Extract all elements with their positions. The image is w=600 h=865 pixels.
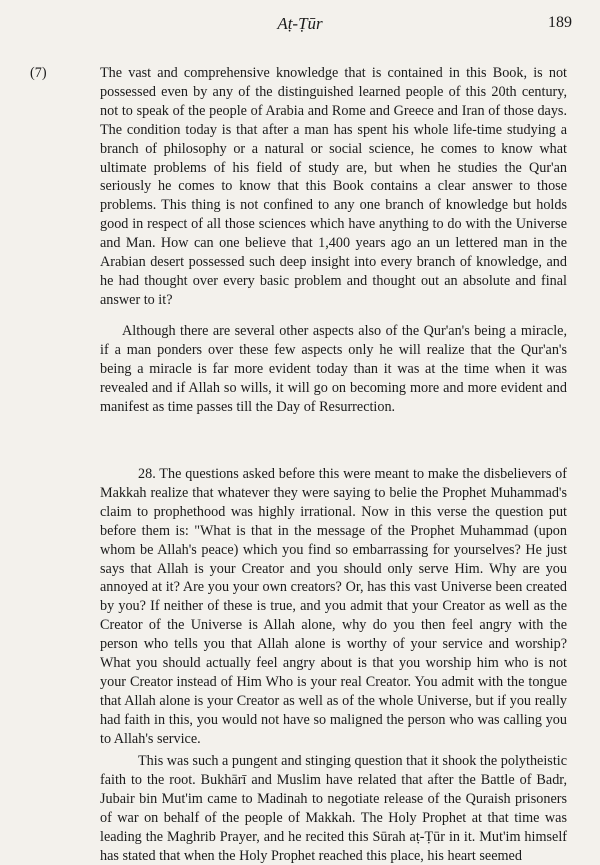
note-marker: (7) <box>30 65 47 81</box>
note-paragraph: The vast and comprehensive knowledge that is contained in this Book, is not possessed even by any of the distinguished learned people of this 20th century, not to speak of the people of Arabia and Rome and Greece and Iran of those days. The condition today is that after a man has spent his whole life-time studying a branch of philosophy or a natural or social science, he comes to know what ultimate problems of his field of study are, but when he studies the Qur'an seriously he comes to know that this Book contains a clear answer to those problems. This thing is not confined to any one branch of knowledge but holds good in respect of all those sciences which have anything to do with the Universe and Man. How can one believe that 1,400 years ago an un lettered man in the Arabian desert possessed such deep insight into every branch of knowledge, and he had thought over every basic problem and thought out an absolute and final answer to it? <box>100 65 567 308</box>
note-paragraph: Although there are several other aspects also of the Qur'an's being a miracle, if a man ponders over these few aspects only he will realize that the Qur'an's being a miracle is far more evident today than it was at the time when it was revealed and if Allah so wills, it will go on becoming more and more evident and manifest as time passes till the Day of Resurrection. <box>100 323 567 415</box>
body-paragraph: 28. The questions asked before this were meant to make the disbelievers of Makkah realize that whatever they were saying to belie the Prophet Muhammad's claim to prophethood was highly irrational. Now in this verse the question put before them is: "What is that in the message of the Prophet Muhammad (upon whom be Allah's peace) which you find so embarrassing for yourselves? He just says that Allah is your Creator and you should only serve Him. Why are you annoyed at it? Are you your own creators? Or, has this vast Universe been created by you? If neither of these is true, and you admit that your Creator as well as the Creator of the Universe is Allah alone, why do you then feel angry with the person who tells you that Allah alone is worthy of your service and worship? What you should actually feel angry about is that you worship him who is not your Creator instead of Him Who is your real Creator. You admit with the tongue that Allah alone is your Creator as well as of the whole Universe, but if you really had faith in this, you would not have so maligned the person who was calling you to Allah's service. <box>100 466 567 747</box>
page-number: 189 <box>548 14 572 31</box>
running-header-title: Aṭ-Ṭūr <box>277 14 323 33</box>
body-paragraph: This was such a pungent and stinging question that it shook the polytheistic faith to the root. Bukhārī and Muslim have related that after the Battle of Badr, Jubair bin Mut'im came to Madinah to negotiate release of the Quraish prisoners of war on behalf of the people of Makkah. The Holy Prophet at that time was leading the Maghrib Prayer, and he recited this Sūrah aṭ-Ṭūr in it. Mut'im himself has stated that when the Holy Prophet reached this place, his heart seemed <box>100 753 567 864</box>
